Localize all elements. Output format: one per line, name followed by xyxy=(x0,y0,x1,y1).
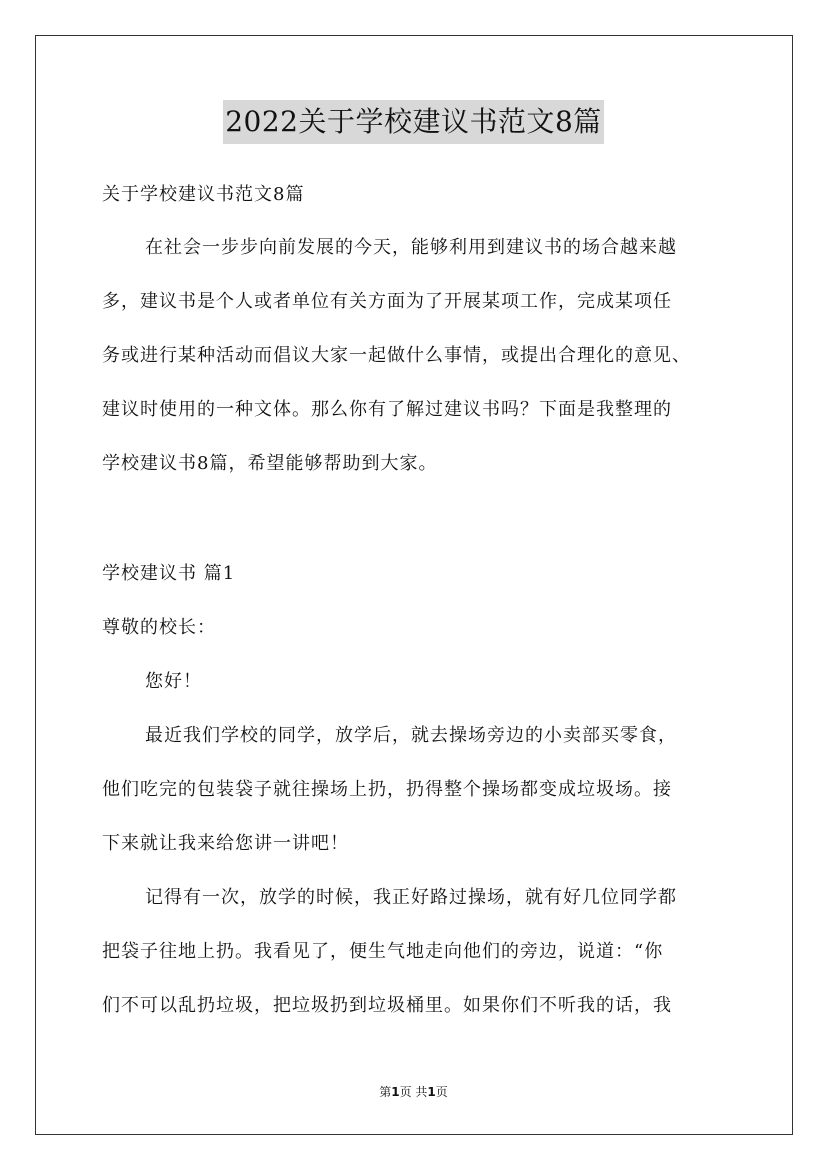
salutation: 尊敬的校长： xyxy=(102,617,216,638)
body-line: 最近我们学校的同学，放学后，就去操场旁边的小卖部买零食， xyxy=(145,725,677,746)
body-line: 把袋子往地上扔。我看见了，便生气地走向他们的旁边，说道：“你 xyxy=(102,941,664,962)
body-line: 他们吃完的包装袋子就往操场上扔，扔得整个操场都变成垃圾场。接 xyxy=(102,779,672,800)
body-line: 记得有一次，放学的时候，我正好路过操场，就有好几位同学都 xyxy=(145,887,677,908)
footer-total-pages: 1 xyxy=(427,1085,436,1099)
body-line: 们不可以乱扔垃圾，把垃圾扔到垃圾桶里。如果你们不听我的话，我 xyxy=(102,995,672,1016)
footer-page-number: 1 xyxy=(391,1085,400,1099)
intro-line: 在社会一步步向前发展的今天，能够利用到建议书的场合越来越 xyxy=(145,237,677,258)
intro-line: 建议时使用的一种文体。那么你有了解过建议书吗？下面是我整理的 xyxy=(102,399,672,420)
intro-line: 务或进行某种活动而倡议大家一起做什么事情，或提出合理化的意见、 xyxy=(102,345,691,366)
document-title-wrap xyxy=(0,100,827,144)
page-footer xyxy=(0,1083,827,1100)
greeting: 您好！ xyxy=(145,671,202,692)
intro-line: 学校建议书8篇，希望能够帮助到大家。 xyxy=(102,453,438,474)
footer-prefix: 第 xyxy=(379,1085,392,1099)
document-title: 2022关于学校建议书范文8篇 xyxy=(223,100,604,144)
body-line: 下来就让我来给您讲一讲吧！ xyxy=(102,833,349,854)
footer-suffix: 页 xyxy=(435,1085,448,1099)
document-subtitle: 关于学校建议书范文8篇 xyxy=(102,184,305,205)
footer-mid: 页 共 xyxy=(399,1085,428,1099)
section-heading: 学校建议书 篇1 xyxy=(102,563,236,584)
intro-line: 多，建议书是个人或者单位有关方面为了开展某项工作，完成某项任 xyxy=(102,291,672,312)
